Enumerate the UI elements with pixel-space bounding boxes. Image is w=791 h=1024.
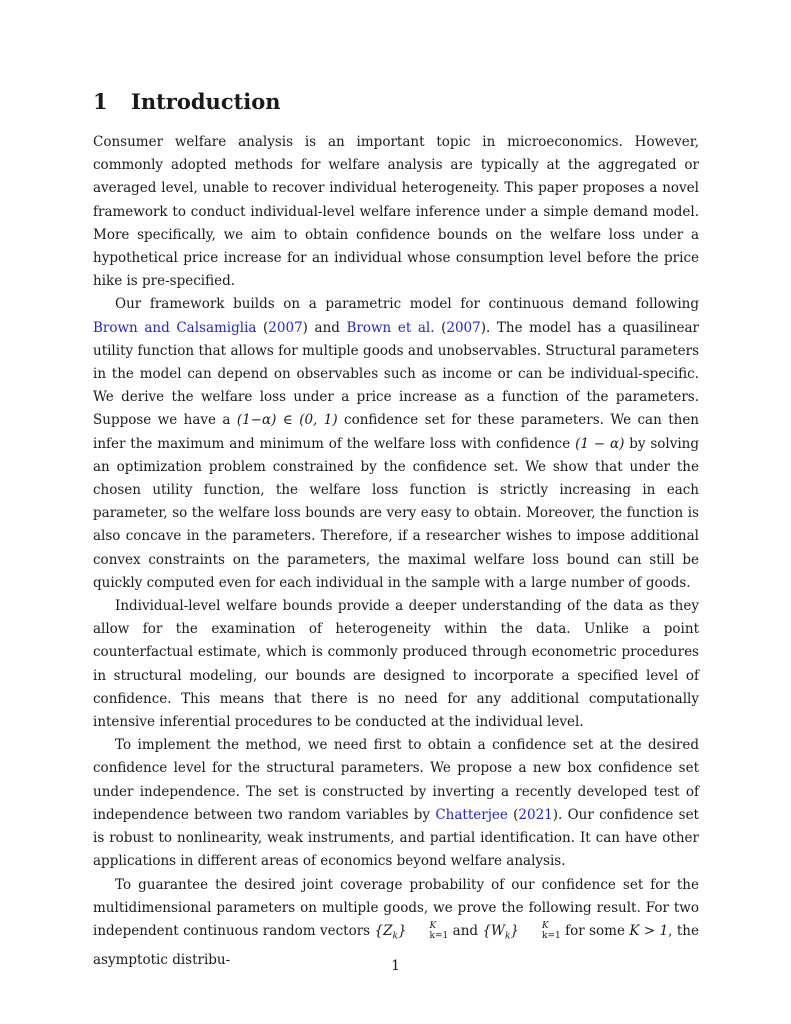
paragraph-4 bbox=[93, 734, 699, 873]
p5-text-d: , the asymptotic distribu- bbox=[93, 922, 699, 968]
section-title: Introduction bbox=[131, 89, 281, 114]
math-w-lim: k=1 bbox=[542, 931, 561, 942]
body-text bbox=[93, 131, 699, 972]
citation-brown-calsamiglia-author[interactable]: Brown and Calsamiglia bbox=[93, 319, 257, 336]
math-w-sup: K bbox=[542, 921, 549, 932]
p5-text-c: for some bbox=[560, 922, 630, 939]
math-z-sup: K bbox=[429, 921, 437, 932]
math-z-close: } bbox=[397, 922, 407, 939]
p2-text-c: ) and bbox=[302, 319, 347, 336]
math-k-greater-one: K > 1 bbox=[629, 922, 669, 939]
p2-text-g: by solving an optimization problem constrained by the confidence set. We show that under the chosen utility function, the welfare loss function is strictly increasing in each parameter, so the welfare loss bounds are very easy to obtain. Moreover, the function is also concave in the parameters. Therefore, if a researcher wishes to impose additional convex constraints on the parameters, the maximal welfare loss bound can still be quickly computed even for each individual in the sample with a large number of goods. bbox=[93, 435, 700, 591]
math-z-vector bbox=[374, 921, 449, 942]
p4-text-a: To implement the method, we need first to obtain a confidence set at the desired confidence level for the structural parameters. We propose a new box confidence set under independence. The set is constructed by inverting a recently developed test of independence between two random variables by bbox=[93, 737, 699, 823]
math-z-lim: k=1 bbox=[429, 931, 449, 942]
citation-brown-et-al-author[interactable]: Brown et al. bbox=[346, 319, 435, 336]
math-w-close: } bbox=[510, 922, 519, 939]
math-one-minus-alpha: (1 − α) bbox=[575, 435, 625, 452]
citation-chatterjee-year[interactable]: 2021 bbox=[518, 806, 553, 823]
paragraph-1 bbox=[93, 131, 699, 293]
paragraph-3-text: Individual-level welfare bounds provide a deeper understanding of the data as they allow for the examination of heterogeneity within the data. Unlike a point counterfactual estimate, which is commonly produced through econometric procedures in structural modeling, our bounds are designed to incorporate a specified level of confidence. This means that there is no need for any additional computationally intensive inferential procedures to be conducted at the individual level. bbox=[93, 598, 699, 731]
p2-text-f: confidence set for these parameters. We can then infer the maximum and minimum of the welfare loss with confidence bbox=[93, 412, 699, 452]
citation-brown-et-al-year[interactable]: 2007 bbox=[446, 319, 481, 336]
math-w-vector bbox=[482, 921, 561, 942]
paragraph-3 bbox=[93, 595, 699, 734]
section-heading bbox=[93, 88, 281, 116]
p2-text-b: ( bbox=[256, 319, 269, 336]
paragraph-1-text: Consumer welfare analysis is an important topic in microeconomics. However, commonly adopted methods for welfare analysis are typically at the aggregated or averaged level, unable to recover individual heterogeneity. This paper proposes a novel framework to conduct individual-level welfare inference under a simple demand model. More specifically, we aim to obtain confidence bounds on the welfare loss under a hypothetical price increase for an individual whose consumption level before the price hike is pre-specified. bbox=[93, 134, 699, 290]
p5-text-b: and bbox=[448, 922, 483, 939]
citation-chatterjee-author[interactable]: Chatterjee bbox=[435, 806, 508, 823]
p2-text-a: Our framework builds on a parametric model for continuous demand following bbox=[115, 296, 699, 313]
paragraph-2 bbox=[93, 293, 699, 595]
math-confidence-interval: (1−α) ∈ (0, 1) bbox=[236, 412, 338, 429]
p2-text-e: ). The model has a quasilinear utility function that allows for multiple goods and unobservables. Structural parameters in the model can depend on observables such as income or can be individual-specific. We derive the welfare loss under a price increase as a function of the parameters. Suppose we have a bbox=[93, 319, 699, 429]
p5-text-a: To guarantee the desired joint coverage probability of our confidence set for the multidimensional parameters on multiple goods, we prove the following result. For two independent continuous random vectors bbox=[93, 876, 699, 939]
citation-brown-calsamiglia-year[interactable]: 2007 bbox=[268, 319, 303, 336]
p4-text-c: ). Our confidence set is robust to nonlinearity, weak instruments, and partial identification. It can have other applications in different areas of economics beyond welfare analysis. bbox=[93, 806, 699, 870]
p4-text-b: ( bbox=[507, 806, 519, 823]
p2-text-d: ( bbox=[434, 319, 447, 336]
math-w-open: {W bbox=[482, 922, 505, 939]
math-z-sub: k bbox=[392, 931, 398, 942]
math-z-open: {Z bbox=[374, 922, 393, 939]
math-w-sub: k bbox=[504, 931, 511, 942]
page-number: 1 bbox=[391, 958, 400, 974]
section-number: 1 bbox=[93, 89, 108, 114]
